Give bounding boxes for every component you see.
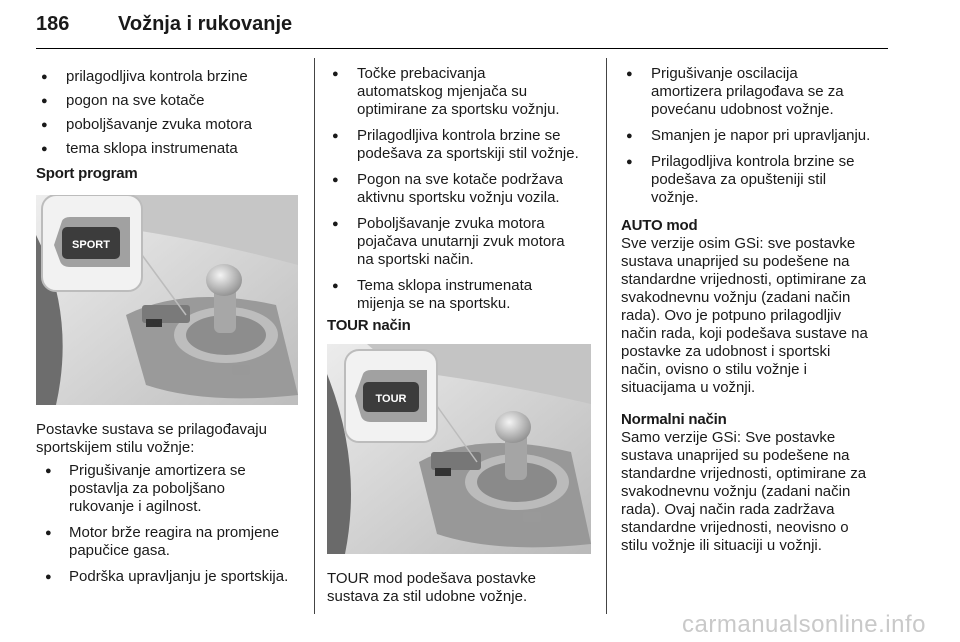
text-line: način, ovisno o stilu vožnje i xyxy=(621,361,807,378)
list-item: ● Prilagodljiva kontrola brzine se podešava za sportskiji stil vožnje. xyxy=(327,127,597,163)
sport-settings-list xyxy=(36,462,306,586)
list-item: ● Tema sklopa instrumenata mijenja se na sportsku. xyxy=(327,277,597,313)
column-2 xyxy=(327,65,597,313)
list-item: ● poboljšavanje zvuka motora xyxy=(36,113,302,137)
text-line: svakodnevnu vožnju (zadani način xyxy=(621,483,851,500)
text-line: sustava unaprijed su podešene na xyxy=(621,447,850,464)
page-number: 186 xyxy=(36,13,70,35)
text-line: Sve verzije osim GSi: sve postavke xyxy=(621,235,856,252)
sport-button-label: SPORT xyxy=(72,239,110,251)
tour-illustration xyxy=(327,344,591,554)
sport-illustration xyxy=(36,195,298,405)
auto-heading: AUTO mod xyxy=(621,217,698,234)
list-item: ● Prigušivanje oscilacija amortizera prilagođava se za povećanu udobnost vožnje. xyxy=(621,65,891,119)
list-item: ● prilagodljiva kontrola brzine xyxy=(36,65,302,89)
text-line: svakodnevnu vožnju (zadani način xyxy=(621,289,851,306)
list-item: ● Motor brže reagira na promjene papučice gasa. xyxy=(36,524,306,560)
text-line: sustava za stil udobne vožnje. xyxy=(327,588,528,605)
text-line: standardne vrijednosti, optimirane za xyxy=(621,465,867,482)
tour-button-label: TOUR xyxy=(375,393,407,405)
text-line: TOUR mod podešava postavke xyxy=(327,570,536,587)
text-line: način rada, koji podešava sustave na xyxy=(621,325,868,342)
column-divider xyxy=(314,58,315,614)
text-line: sportskijem stilu vožnje: xyxy=(36,439,195,456)
list-item: ● Prigušivanje amortizera se postavlja za poboljšano rukovanje i agilnost. xyxy=(36,462,306,516)
list-item: ● Pogon na sve kotače podržava aktivnu sportsku vožnju vozila. xyxy=(327,171,597,207)
sport-intro xyxy=(36,421,302,457)
text-line: postavke za udobnost i sportski xyxy=(621,343,831,360)
column-divider xyxy=(606,58,607,614)
text-line: standardne vrijednosti, optimirane za xyxy=(621,271,867,288)
header-rule xyxy=(36,48,888,49)
list-item: ● Podrška upravljanju je sportskija. xyxy=(36,568,306,586)
text-line: situacijama u vožnji. xyxy=(621,379,756,396)
text-line: sustava unaprijed su podešene na xyxy=(621,253,850,270)
text-line: Samo verzije GSi: Sve postavke xyxy=(621,429,836,446)
page-header xyxy=(36,4,888,44)
column-1 xyxy=(36,65,302,161)
text-line: rada). Ovaj način rada zadržava xyxy=(621,501,835,518)
auto-mode-section xyxy=(621,217,891,397)
list-item: ● Smanjen je napor pri upravljanju. xyxy=(621,127,891,145)
feature-list xyxy=(36,65,302,161)
text-line: standardne vrijednosti, neovisno o xyxy=(621,519,849,536)
tour-description xyxy=(327,570,597,606)
list-item: ● Točke prebacivanja automatskog mjenjača su optimirane za sportsku vožnju. xyxy=(327,65,597,119)
text-line: stilu vožnje ili situaciji u vožnji. xyxy=(621,537,822,554)
text-line: rada). Ovo je potpuno prilagodljiv xyxy=(621,307,842,324)
list-item: ● Prilagodljiva kontrola brzine se podešava za opušteniji stil vožnje. xyxy=(621,153,891,207)
column-3 xyxy=(621,65,891,207)
text-line: Postavke sustava se prilagođavaju xyxy=(36,421,267,438)
sport-heading: Sport program xyxy=(36,165,138,182)
normal-mode-section xyxy=(621,411,891,555)
section-title: Vožnja i rukovanje xyxy=(118,13,293,35)
list-item: ● Poboljšavanje zvuka motora pojačava unutarnji zvuk motora na sportski način. xyxy=(327,215,597,269)
watermark: carmanualsonline.info xyxy=(682,611,926,638)
list-item: ● tema sklopa instrumenata xyxy=(36,137,302,161)
normal-heading: Normalni način xyxy=(621,411,727,428)
tour-heading: TOUR način xyxy=(327,317,411,334)
list-item: ● pogon na sve kotače xyxy=(36,89,302,113)
